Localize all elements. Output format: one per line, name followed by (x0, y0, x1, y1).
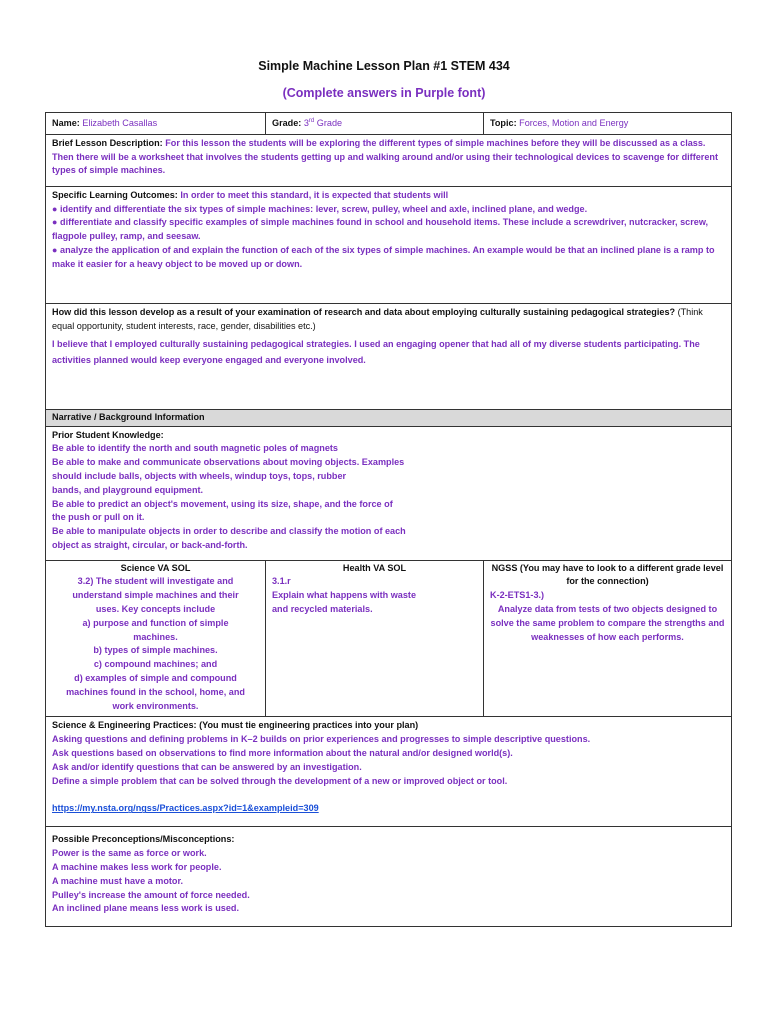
health-sol-code: 3.1.r (272, 576, 291, 587)
research-hint: (Think equal opportunity, student interests, race, gender, disabilities etc.) (52, 306, 703, 331)
prior-line: the push or pull on it. (52, 512, 145, 523)
research-answer: I believe that I employed culturally sustaining pedagogical strategies. I used an engaging opener that had all of my diverse students participating. The activities planned would keep everyone engaged and everyone involved. (52, 339, 700, 366)
prior-line: should include balls, objects with wheels, windup toys, tops, rubber (52, 470, 347, 481)
grade-number: 3 (303, 118, 309, 128)
prior-line: Be able to identify the north and south magnetic poles of magnets (52, 443, 338, 454)
practice-line: Asking questions and defining problems in K–2 builds on prior experiences and progresses to simple descriptive questions. (52, 734, 591, 745)
health-sol-cell (266, 560, 484, 717)
ngss-practices-link[interactable]: https://my.nsta.org/ngss/Practices.aspx?id=1&exampleid=309 (52, 803, 319, 814)
health-sol-header: Health VA SOL (342, 562, 407, 573)
misconception-line: A machine must have a motor. (52, 875, 184, 886)
topic-label: Topic: (490, 118, 517, 128)
prior-row (46, 426, 732, 560)
science-sol-line: understand simple machines and their (72, 590, 239, 601)
brief-row (46, 134, 732, 186)
misconception-line: Pulley's increase the amount of force needed. (52, 889, 250, 900)
prior-line: Be able to manipulate objects in order to describe and classify the motion of each (52, 526, 406, 537)
prior-line: bands, and playground equipment. (52, 484, 204, 495)
practices-cell (46, 717, 732, 827)
misconceptions-cell (46, 827, 732, 927)
prior-line: Be able to predict an object's movement, using its size, shape, and the force of (52, 498, 393, 509)
practice-line: Define a simple problem that can be solved through the development of a new or improved object or tool. (52, 775, 508, 786)
outcome-item: ● differentiate and classify specific examples of simple machines found in school and household items. These include a screwdriver, nutcracker, screw, flagpole pulley, ramp, and seesaw. (52, 217, 709, 242)
outcomes-cell (46, 186, 732, 303)
grade-word: Grade (316, 118, 343, 128)
misconceptions-label: Possible Preconceptions/Misconceptions: (52, 834, 235, 845)
narrative-header: Narrative / Background Information (46, 409, 732, 426)
misconceptions-row (46, 827, 732, 927)
science-sol-header: Science VA SOL (120, 562, 191, 573)
name-cell (46, 113, 266, 135)
grade-suffix: rd (308, 117, 315, 124)
outcomes-row (46, 186, 732, 303)
info-row (46, 113, 732, 135)
prior-line: Be able to make and communicate observations about moving objects. Examples (52, 457, 405, 468)
ngss-cell (484, 560, 732, 717)
ngss-code: K-2-ETS1-3.) (490, 590, 545, 601)
outcomes-label: Specific Learning Outcomes: (52, 189, 178, 200)
research-row (46, 303, 732, 409)
practice-line: Ask and/or identify questions that can be answered by an investigation. (52, 761, 362, 772)
science-sol-line: machines found in the school, home, and (66, 686, 245, 697)
misconception-line: A machine makes less work for people. (52, 861, 222, 872)
brief-cell: Brief Lesson Description: For this lesson the students will be exploring the different types of simple machines before they will be discussed as a class. Then there will be a worksheet that involves the students getting up and walking around and/or using their technological devices to scavenge for different types of simple machines. (46, 134, 732, 186)
grade-cell (266, 113, 484, 135)
name-value: Elizabeth Casallas (82, 118, 158, 128)
document-title: Simple Machine Lesson Plan #1 STEM 434 (258, 59, 510, 73)
practice-line: Ask questions based on observations to find more information about the natural and/or designed world(s). (52, 747, 513, 758)
science-sol-line: d) examples of simple and compound (74, 672, 237, 683)
ngss-header: NGSS (You may have to look to a different grade level for the connection) (491, 562, 724, 587)
science-sol-line: uses. Key concepts include (95, 603, 216, 614)
science-sol-line: c) compound machines; and (93, 659, 218, 670)
science-sol-line: b) types of simple machines. (93, 645, 218, 656)
sol-row (46, 560, 732, 717)
grade-label: Grade: (272, 118, 302, 128)
research-cell (46, 303, 732, 409)
topic-value: Forces, Motion and Energy (519, 118, 629, 128)
spacer (52, 788, 725, 802)
practices-label: Science & Engineering Practices: (You must tie engineering practices into your plan) (52, 720, 419, 731)
practices-row (46, 717, 732, 827)
science-sol-cell (46, 560, 266, 717)
outcome-item: ● analyze the application of and explain the function of each of the six types of simple machines. An example would be that an inclined plane is a ramp to make it easier for a heavy object to be moved up or down. (52, 244, 715, 269)
document-subtitle: (Complete answers in Purple font) (282, 86, 486, 100)
name-label: Name: (52, 118, 80, 128)
topic-cell (484, 113, 732, 135)
prior-line: object as straight, circular, or back-and-forth. (52, 539, 248, 550)
prior-label: Prior Student Knowledge: (52, 429, 164, 440)
outcome-item: ● identify and differentiate the six types of simple machines: lever, screw, pulley, wheel and axle, inclined plane, and wedge. (52, 203, 588, 214)
brief-text: For this lesson the students will be exploring the different types of simple machines before they will be discussed as a class. Then there will be a worksheet that involves the students getting up and walking around and/or using their technological devices to scavenge for different types of simple machines. (52, 137, 718, 176)
narrative-row (46, 409, 732, 426)
prior-cell (46, 426, 732, 560)
misconception-line: Power is the same as force or work. (52, 848, 207, 859)
health-sol-text: Explain what happens with waste and recycled materials. (272, 590, 417, 614)
ngss-text: Analyze data from tests of two objects designed to solve the same problem to compare the strengths and weaknesses of how each performs. (490, 603, 725, 642)
science-sol-line: machines. (133, 631, 178, 642)
lesson-plan-table (45, 112, 732, 927)
science-sol-line: a) purpose and function of simple (82, 617, 229, 628)
brief-label: Brief Lesson Description (52, 137, 160, 148)
science-sol-line: 3.2) The student will investigate and (77, 576, 234, 587)
research-question: How did this lesson develop as a result of your examination of research and data about employing culturally sustaining pedagogical strategies? (52, 306, 676, 317)
science-sol-line: work environments. (112, 700, 199, 711)
misconception-line: An inclined plane means less work is used. (52, 903, 239, 914)
outcomes-intro: In order to meet this standard, it is expected that students will (180, 189, 449, 200)
